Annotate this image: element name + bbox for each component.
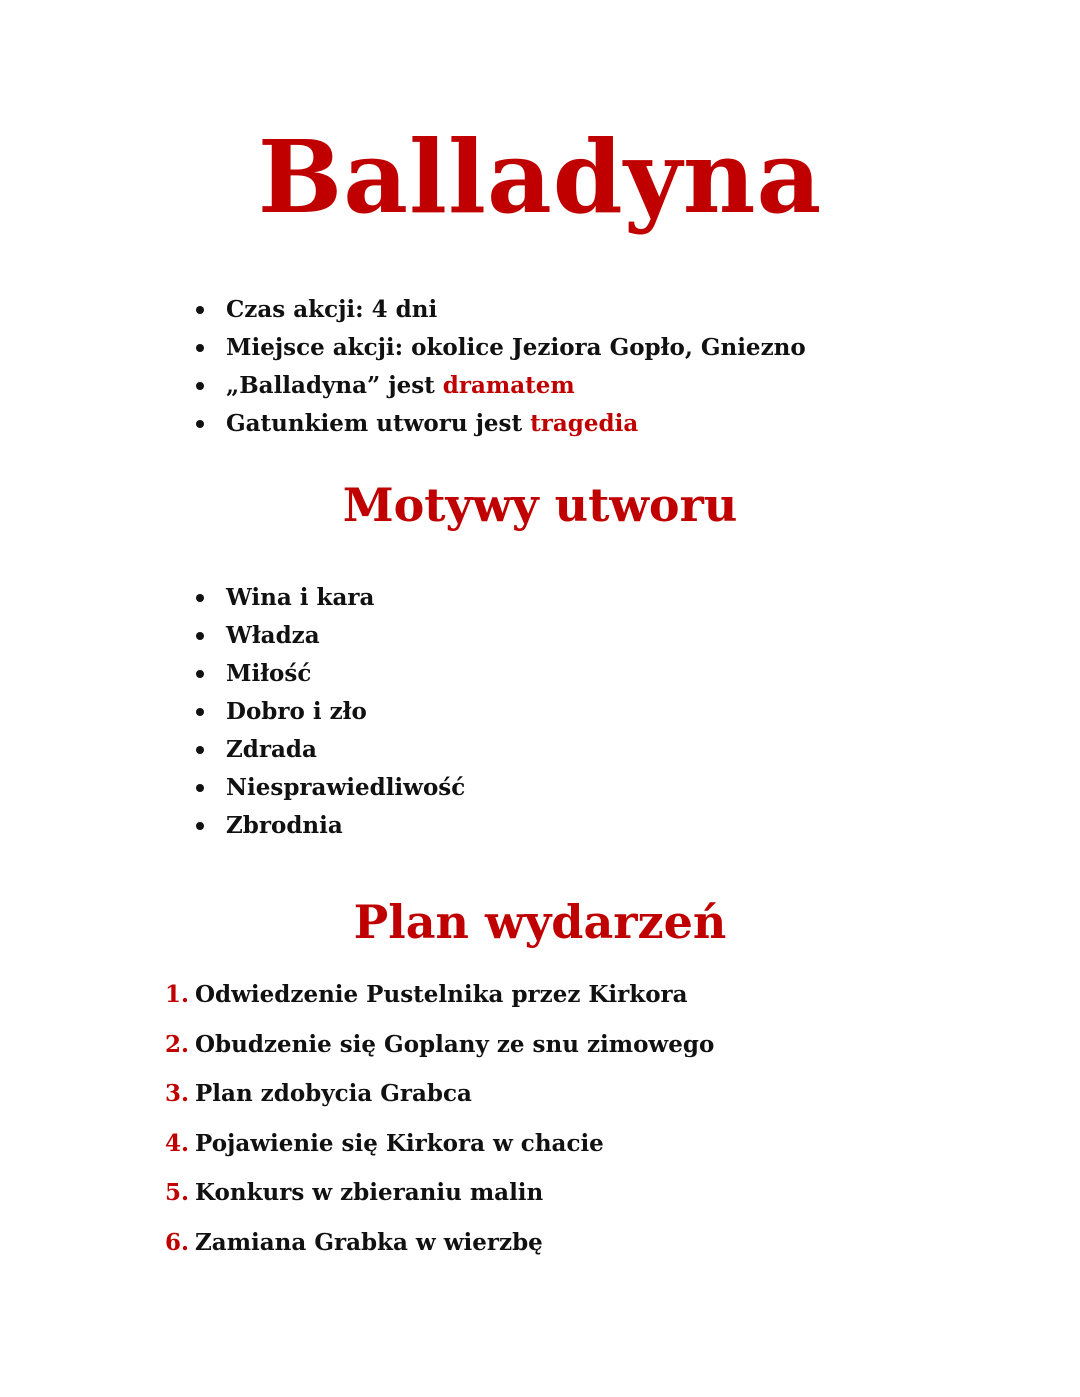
- bullet-icon: [196, 708, 204, 716]
- list-item: [196, 329, 806, 367]
- list-item: [196, 807, 465, 845]
- plan-heading: Plan wydarzeń: [353, 895, 727, 949]
- list-item: [196, 367, 806, 405]
- fact-text: Miejsce akcji: okolice Jeziora Gopło, Gniezno: [226, 334, 806, 361]
- motif-text: Niesprawiedliwość: [226, 774, 466, 801]
- fact-text: „Balladyna” jest: [226, 372, 443, 399]
- plan-text: Zamiana Grabka w wierzbę: [195, 1228, 543, 1256]
- bullet-icon: [196, 594, 204, 602]
- bullet-icon: [196, 344, 204, 352]
- plan-list: [165, 970, 714, 1267]
- fact-highlight: tragedia: [530, 410, 639, 437]
- bullet-icon: [196, 306, 204, 314]
- facts-list: [196, 291, 806, 443]
- plan-number: 2.: [165, 1030, 190, 1058]
- plan-text: Obudzenie się Goplany ze snu zimowego: [195, 1030, 715, 1058]
- list-item: [196, 731, 465, 769]
- fact-text: Czas akcji: 4 dni: [226, 296, 438, 323]
- list-item: [165, 1119, 714, 1169]
- list-item: [165, 1218, 714, 1268]
- motif-text: Wina i kara: [226, 584, 375, 611]
- list-item: [165, 1069, 714, 1119]
- plan-text: Plan zdobycia Grabca: [195, 1080, 472, 1107]
- page-title: Balladyna: [257, 118, 823, 236]
- bullet-icon: [196, 632, 204, 640]
- list-item: [165, 1020, 714, 1070]
- list-item: [196, 655, 465, 693]
- motif-text: Miłość: [226, 660, 312, 687]
- plan-number: 1.: [165, 981, 190, 1008]
- plan-number: 6.: [165, 1228, 190, 1256]
- motif-text: Zdrada: [226, 736, 317, 763]
- bullet-icon: [196, 822, 204, 830]
- list-item: [196, 693, 465, 731]
- list-item: [196, 405, 806, 443]
- plan-number: 5.: [165, 1179, 190, 1206]
- list-item: [165, 1168, 714, 1218]
- list-item: [196, 579, 465, 617]
- list-item: [196, 617, 465, 655]
- bullet-icon: [196, 420, 204, 428]
- plan-number: 3.: [165, 1080, 190, 1107]
- motif-text: Władza: [226, 622, 320, 649]
- bullet-icon: [196, 670, 204, 678]
- motif-text: Dobro i zło: [226, 698, 367, 725]
- list-item: [196, 769, 465, 807]
- fact-text: Gatunkiem utworu jest: [226, 410, 531, 437]
- bullet-icon: [196, 382, 204, 390]
- plan-text: Odwiedzenie Pustelnika przez Kirkora: [195, 981, 688, 1008]
- bullet-icon: [196, 784, 204, 792]
- plan-number: 4.: [165, 1129, 190, 1157]
- list-item: [196, 291, 806, 329]
- list-item: [165, 970, 714, 1020]
- plan-text: Pojawienie się Kirkora w chacie: [195, 1129, 604, 1157]
- fact-highlight: dramatem: [442, 372, 575, 399]
- plan-text: Konkurs w zbieraniu malin: [195, 1179, 544, 1206]
- bullet-icon: [196, 746, 204, 754]
- motifs-list: [196, 579, 465, 845]
- motif-text: Zbrodnia: [226, 812, 343, 839]
- motifs-heading: Motywy utworu: [342, 478, 738, 532]
